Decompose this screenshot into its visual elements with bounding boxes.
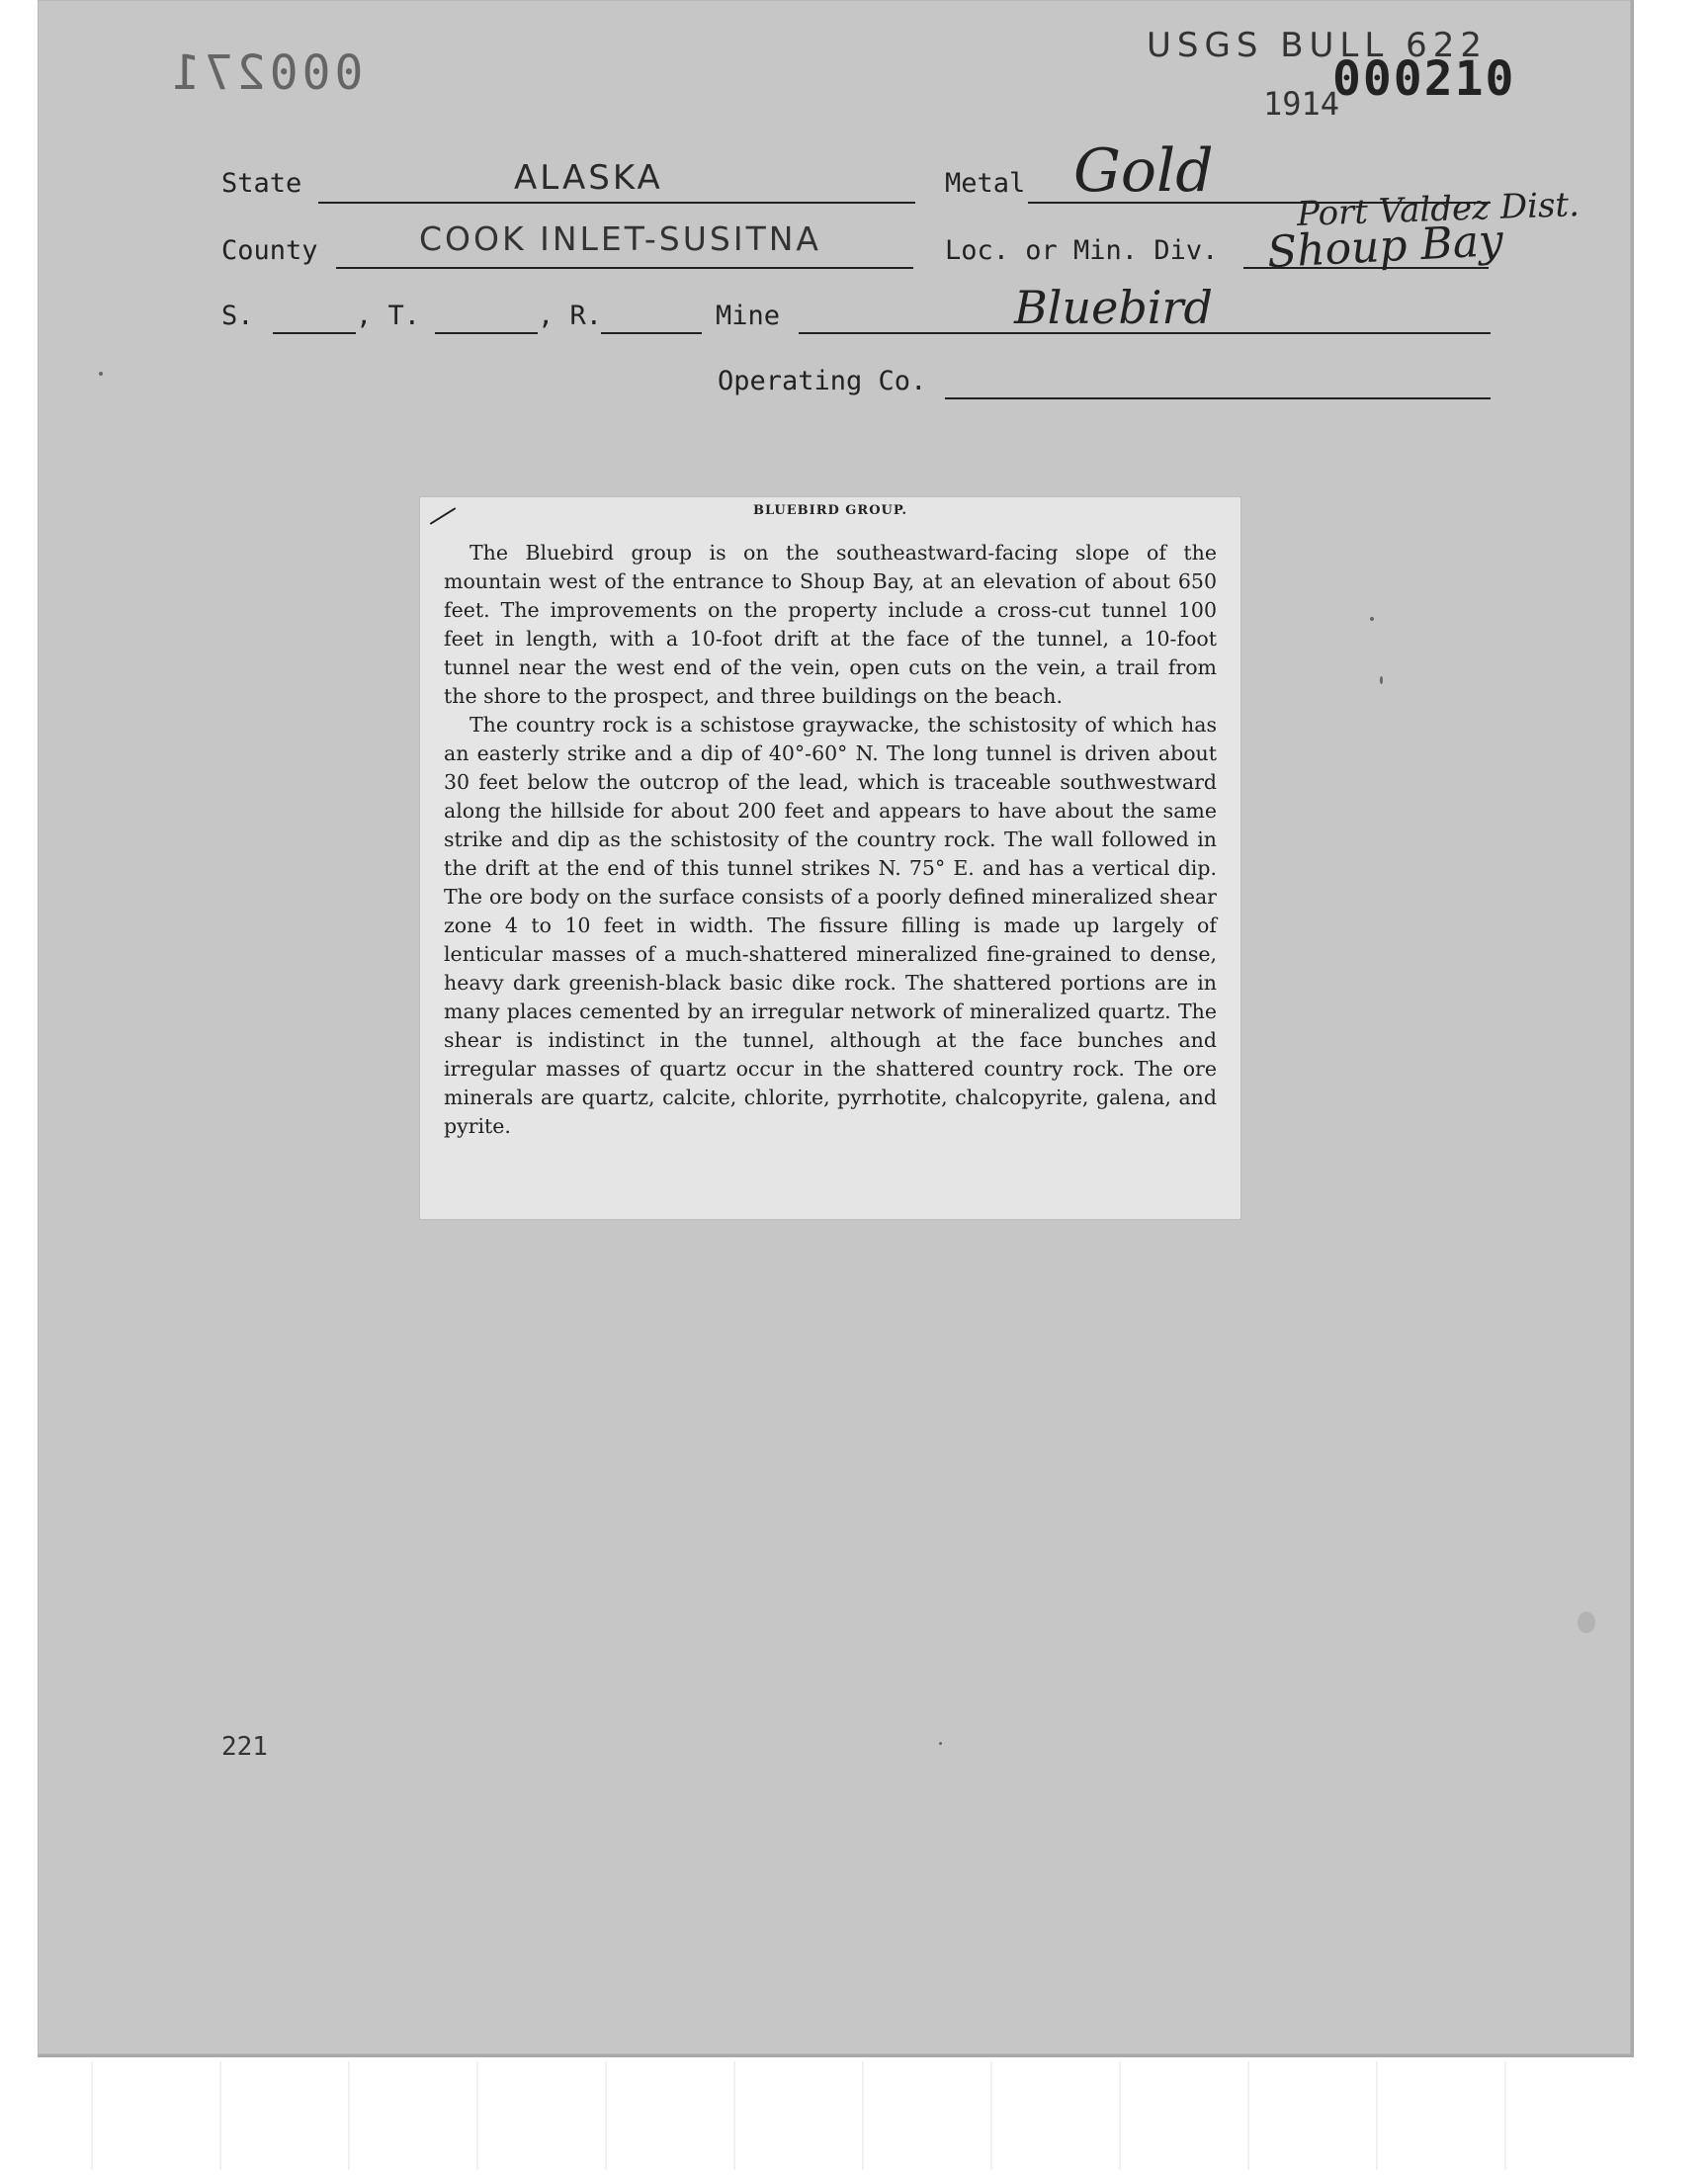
clipping-title: BLUEBIRD GROUP. xyxy=(752,503,908,518)
mine-value: Bluebird xyxy=(1014,281,1213,334)
township-line xyxy=(435,332,538,334)
scan-speck xyxy=(1380,676,1383,684)
loc-value: Shoup Bay xyxy=(1265,215,1505,279)
page-number: 221 xyxy=(221,1732,268,1762)
township-label: , T. xyxy=(356,301,421,331)
text-clipping xyxy=(419,496,1241,1220)
section-line xyxy=(273,332,356,334)
clipping-paragraph-2: The country rock is a schistose graywacke, the schistosity of which has an easterly strike and a dip of 40°-60° N. The long tunnel is driven about 30 feet below the outcrop of the lead, which is traceable southwestward along the hillside for about 200 feet and appears to have about the same strike and dip as the schistosity of the country rock. The wall followed in the drift at the end of this tunnel strikes N. 75° E. and has a vertical dip. The ore body on the surface consists of a poorly defined mineralized shear zone 4 to 10 feet in width. The fissure filling is made up largely of lenticular masses of a much-shattered mineralized fine-grained to dense, heavy dark greenish-black basic dike rock. The shattered portions are in many places cemented by an irregular network of mineralized quartz. The shear is indistinct in the tunnel, although at the face bunches and irregular masses of quartz occur in the shattered country rock. The ore minerals are quartz, calcite, chlorite, pyrrhotite, chalcopyrite, galena, and pyrite. xyxy=(444,713,1217,1138)
mirrored-card-number-stamp: 000271 xyxy=(168,45,364,101)
mine-label: Mine xyxy=(716,301,781,331)
operating-co-label: Operating Co. xyxy=(718,366,927,396)
scan-edge-lines xyxy=(38,2061,1629,2170)
county-line xyxy=(336,267,913,269)
clipping-paragraph-1: The Bluebird group is on the southeastward-facing slope of the mountain west of the entrance to Shoup Bay, at an elevation of about 650 feet. The improvements on the property include a cross-cut tunnel 100 feet in length, with a 10-foot drift at the face of the tunnel, a 10-foot tunnel near the west end of the vein, open cuts on the vein, a trail from the shore to the prospect, and three buildings on the beach. xyxy=(444,541,1217,708)
district-note: Port Valdez Dist. xyxy=(1296,185,1580,234)
operating-co-line xyxy=(945,397,1491,399)
year-stamp: 1914 xyxy=(1263,85,1340,123)
metal-value: Gold xyxy=(1073,136,1214,206)
scan-speck xyxy=(99,372,103,376)
card-number-stamp: 000210 xyxy=(1332,51,1516,107)
scan-speck xyxy=(939,1742,942,1745)
scan-speck xyxy=(1370,617,1374,621)
loc-label: Loc. or Min. Div. xyxy=(945,235,1219,266)
bulletin-stamp: USGS BULL 622 xyxy=(1147,26,1489,65)
county-label: County xyxy=(221,235,318,266)
range-line xyxy=(601,332,702,334)
clipping-body xyxy=(444,539,1217,1141)
state-label: State xyxy=(221,168,302,199)
county-value: COOK INLET-SUSITNA xyxy=(419,219,822,258)
section-label: S. xyxy=(221,301,254,331)
range-label: , R. xyxy=(538,301,603,331)
scan-speck xyxy=(1578,1611,1595,1633)
metal-label: Metal xyxy=(945,168,1026,199)
state-line xyxy=(318,202,915,204)
state-value: ALASKA xyxy=(514,158,663,198)
